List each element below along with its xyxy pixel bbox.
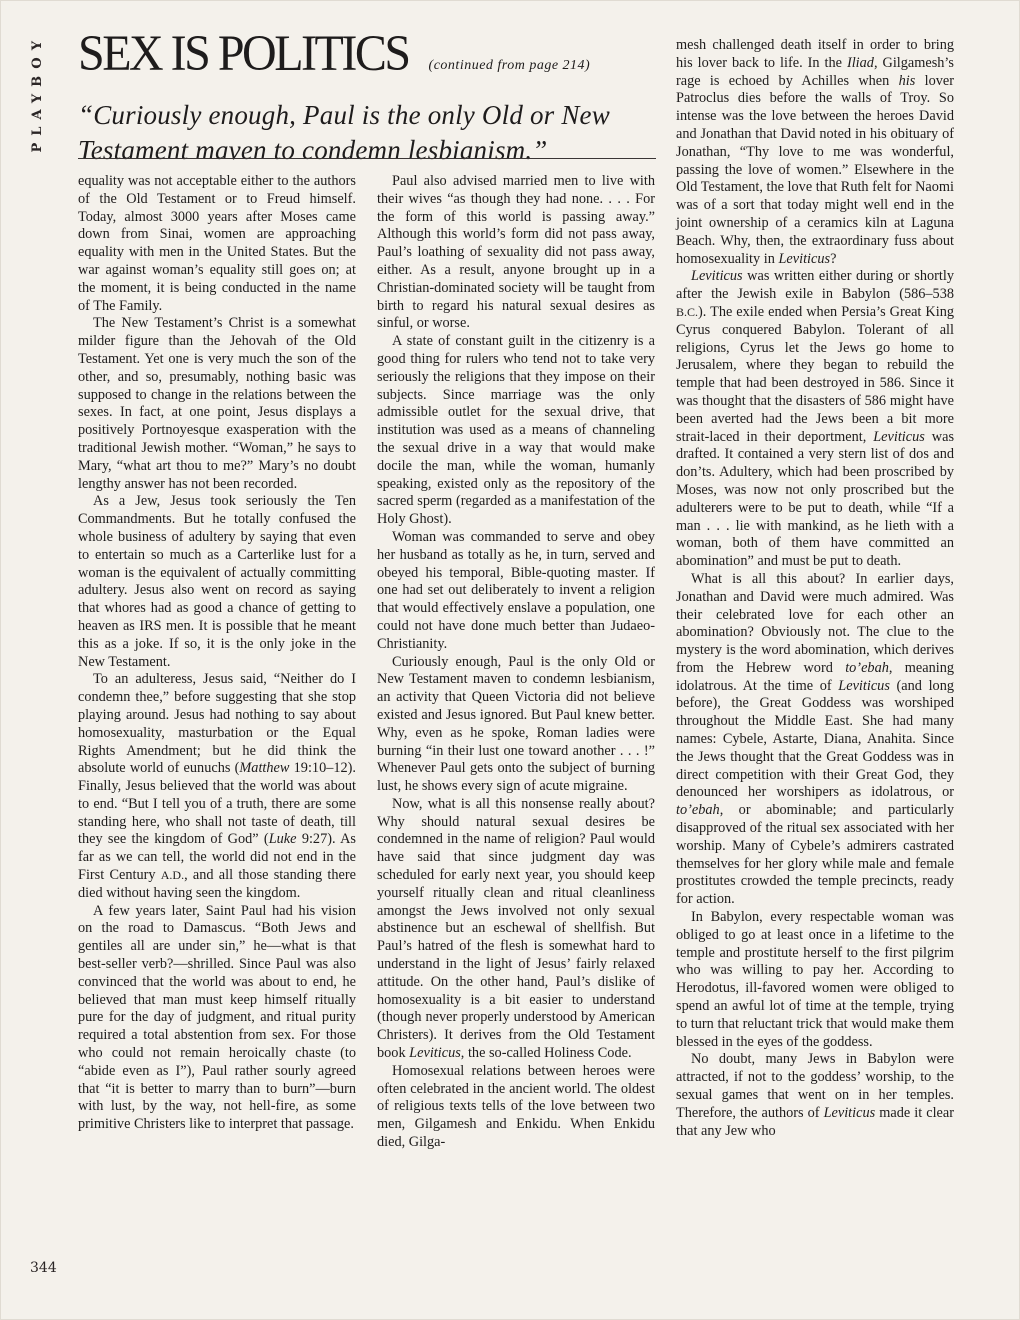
- paragraph: The New Testament’s Christ is a somewhat milder figure than the Jehovah of the Old Testament. Yet one is very much the son of the other, and so, presumably, nothing basic was supposed to change in the relations between the sexes. In fact, at one point, Jesus displays a positively Portnoyesque exasperation with the traditional Jewish mother. “Woman,” he says to Mary, “what art thou to me?” Mary’s no doubt lengthy answer has not been recorded.: [78, 315, 356, 492]
- italic-term: Iliad: [846, 54, 874, 71]
- continued-note: (continued from page 214): [428, 58, 591, 73]
- paragraph: equality was not acceptable either to the authors of the Old Testament or to Freud himself. Today, almost 3000 years after Moses came down from Sinai, women are approaching equality with men in the United States. But the war against woman’s equality still goes on; at the moment, it is being conducted in the name of The Family.: [78, 173, 356, 314]
- title-row: [78, 25, 658, 82]
- paragraph: Curiously enough, Paul is the only Old or New Testament maven to condemn lesbianism, an activity that Queen Victoria did not believe existed and Jesus ignored. But Paul knew better. Why, even as he spoke, Roman ladies were burning “in their lust one toward another . . . !” Whenever Paul gets onto the subject of burning lust, he shows every sign of acute migraine.: [377, 653, 655, 795]
- paragraph: Now, what is all this nonsense really about? Why should natural sexual desires be condemned in the name of religion? Paul would have said that since judgment day was scheduled for early next year, you should keep yourself ritually clean and ritual cleanliness amongst the Jews involved not only sexual abstinence but an eschewal of shellfish. But Paul’s hatred of the flesh is somewhat hard to understand in the light of Jesus’ fairly relaxed attitude. On the other hand, Paul’s dislike of homosexuality is a bit easier to understand (though never properly understood by American Christers). It derives from the Old Testament book Leviticus, the so-called Holiness Code.: [377, 795, 655, 1062]
- italic-term: Leviticus: [691, 268, 743, 285]
- paragraph: A few years later, Saint Paul had his vision on the road to Damascus. “Both Jews and gentiles all are under sin,” he—what is that best-seller verb?—shrilled. Since Paul was also convinced that the world was about to end, he believed that man must keep himself ritually pure for the day of judgment, and ritual purity required a total abstention from sex. For those who could not remain heroically chaste (to “abide even as I”), Paul rather sourly agreed that “it is better to marry than to burn”—burn with lust, by the way, not hell-fire, as some primitive Christers like to interpret that passage.: [78, 902, 356, 1133]
- page-number: 344: [30, 1260, 57, 1276]
- paragraph: No doubt, many Jews in Babylon were attracted, if not to the goddess’ worship, to the sexual games that went on in her temples. Therefore, the authors of Leviticus made it clear that any Jew who: [676, 1051, 954, 1139]
- paragraph: As a Jew, Jesus took seriously the Ten Commandments. But he totally confused the whole business of adultery by saying that even to entertain so much as a Carterlike lust for a woman is the equivalent of actually committing adultery. Jesus also went on record as saying that whores had as good a chance of getting to heaven as IRS men. It is possible that he meant this as a joke. If so, it is the only joke in the New Testament.: [78, 493, 356, 670]
- era-abbreviation: B.C.: [676, 304, 699, 319]
- italic-term: Leviticus: [873, 428, 925, 445]
- paragraph: What is all this about? In earlier days, Jonathan and David were much admired. Was their celebrated love for each other an abomination? Obviously not. The clue to the mystery is the word abomination, which derives from the Hebrew word to’ebah, meaning idolatrous. At the time of Leviticus (and long before), the Great Goddess was worshiped throughout the Middle East. She had many names: Cybele, Astarte, Diana, Anahita. Since the Jews thought that the Great Goddess was in direct competition with their Great God, they denounced her worshipers as idolatrous, or to’ebah, or abominable; and particularly disapproved of the ritual sex associated with her worship. Many of Cybele’s admirers castrated themselves for her glory while male and female prostitutes crowded the temple precincts, ready for action.: [676, 570, 954, 908]
- paragraph: Homosexual relations between heroes were often celebrated in the ancient world. The oldest of religious texts tells of the love between two men, Gilgamesh and Enkidu. When Enkidu died, Gilga-: [377, 1062, 655, 1151]
- italic-term: Matthew: [239, 760, 290, 777]
- italic-term: his: [898, 72, 916, 89]
- paragraph: Leviticus was written either during or shortly after the Jewish exile in Babylon (586–538 B.C.). The exile ended when Persia’s Great King Cyrus conquered Babylon. Tolerant of all religions, Cyrus let the Jews go home to Jerusalem, where they began to rebuild the temple that had been destroyed in 586. Since it was thought that the disasters of 586 might have been averted had the Jews been a bit more strait-laced in their deportment, Leviticus was drafted. It contained a very stern list of dos and don’ts. Adultery, which had been proscribed by Moses, was now not only proscribed but the adulterers were to be put to death, while “If a man . . . lie with mankind, as he lieth with a woman, both of them have committed an abomination” and must be put to death.: [676, 268, 955, 570]
- text-column-2: [377, 173, 655, 1152]
- paragraph: A state of constant guilt in the citizenry is a good thing for rulers who tend not to take very seriously the religions that they impose on their subjects. Since marriage was the only admissible outlet for the sexual drive, that institution was used as a means of channeling the sexual drive in a way that would make docile the man, while the woman, humanly speaking, existed only as the repository of the sacred sperm (regarded as a manifestation of the Holy Ghost).: [377, 333, 655, 528]
- era-abbreviation: A.D.: [160, 868, 185, 883]
- text-column-1: [78, 173, 356, 1134]
- italic-term: Leviticus: [823, 1104, 876, 1121]
- pull-quote: “Curiously enough, Paul is the only Old or New Testament maven to condemn lesbianism.”: [78, 100, 610, 165]
- paragraph: mesh challenged death itself in order to bring his lover back to life. In the Iliad, Gilgamesh’s rage is echoed by Achilles when his lover Patroclus dies before the walls of Troy. So intense was the love between the heroes David and Jonathan that David noted in his obituary of Jonathan, “Thy love to me was wonderful, passing the love of women.” Elsewhere in the Old Testament, the love that Ruth felt for Naomi was of a sort that today might well end in the joint ownership of a ceramics kiln at Laguna Beach. Why, then, the extraordinary fuss about homosexuality in Leviticus?: [676, 37, 955, 267]
- paragraph: Woman was commanded to serve and obey her husband as totally as he, in turn, served and obeyed his temporal, Bible-quoting master. If one had set out deliberately to invent a religion that would effectively enslave a population, one could not have done much better than Judaeo-Christianity.: [377, 528, 655, 652]
- italic-term: to’ebah: [845, 659, 889, 676]
- paragraph: To an adulteress, Jesus said, “Neither do I condemn thee,” before suggesting that she stop playing around. Jesus had nothing to say about homosexuality, masturbation or the Equal Rights Amendment; but he did think the absolute world of eunuchs (Matthew 19:10–12). Finally, Jesus believed that the world was about to end. “But I tell you of a truth, there are some standing here, who shall not taste of death, till they see the kingdom of God” (Luke 9:27). As far as we can tell, the world did not end in the First Century A.D., and all those standing there died without having seen the kingdom.: [78, 671, 357, 901]
- paragraph: Paul also advised married men to live with their wives “as though they had none. . . . For the form of this world is passing away.” Although this world’s form did not pass away, Paul’s loathing of sexuality did not pass away, either. As a result, anyone brought up in a Christian-dominated society will be taught from birth to regard his natural sexual desires as sinful, or worse.: [377, 173, 655, 332]
- magazine-name: PLAYBOY: [30, 34, 45, 153]
- pull-quote-rule: [78, 158, 656, 159]
- italic-term: Luke: [268, 831, 297, 848]
- italic-term: Leviticus: [409, 1045, 461, 1062]
- italic-term: to’ebah: [676, 802, 720, 819]
- article-title: SEX IS POLITICS: [78, 25, 409, 82]
- text-column-3: [676, 37, 954, 1140]
- italic-term: Leviticus: [838, 677, 890, 694]
- paragraph: In Babylon, every respectable woman was obliged to go at least once in a lifetime to the temple and prostitute herself to the first pilgrim who was willing to pay her. According to Herodotus, ill-favored women were obliged to spend an awful lot of time at the temple, trying to turn that reluctant trick that would make them blessed in the eyes of the goddess.: [676, 909, 954, 1050]
- headline-block: [78, 25, 658, 168]
- italic-term: Leviticus: [778, 250, 831, 267]
